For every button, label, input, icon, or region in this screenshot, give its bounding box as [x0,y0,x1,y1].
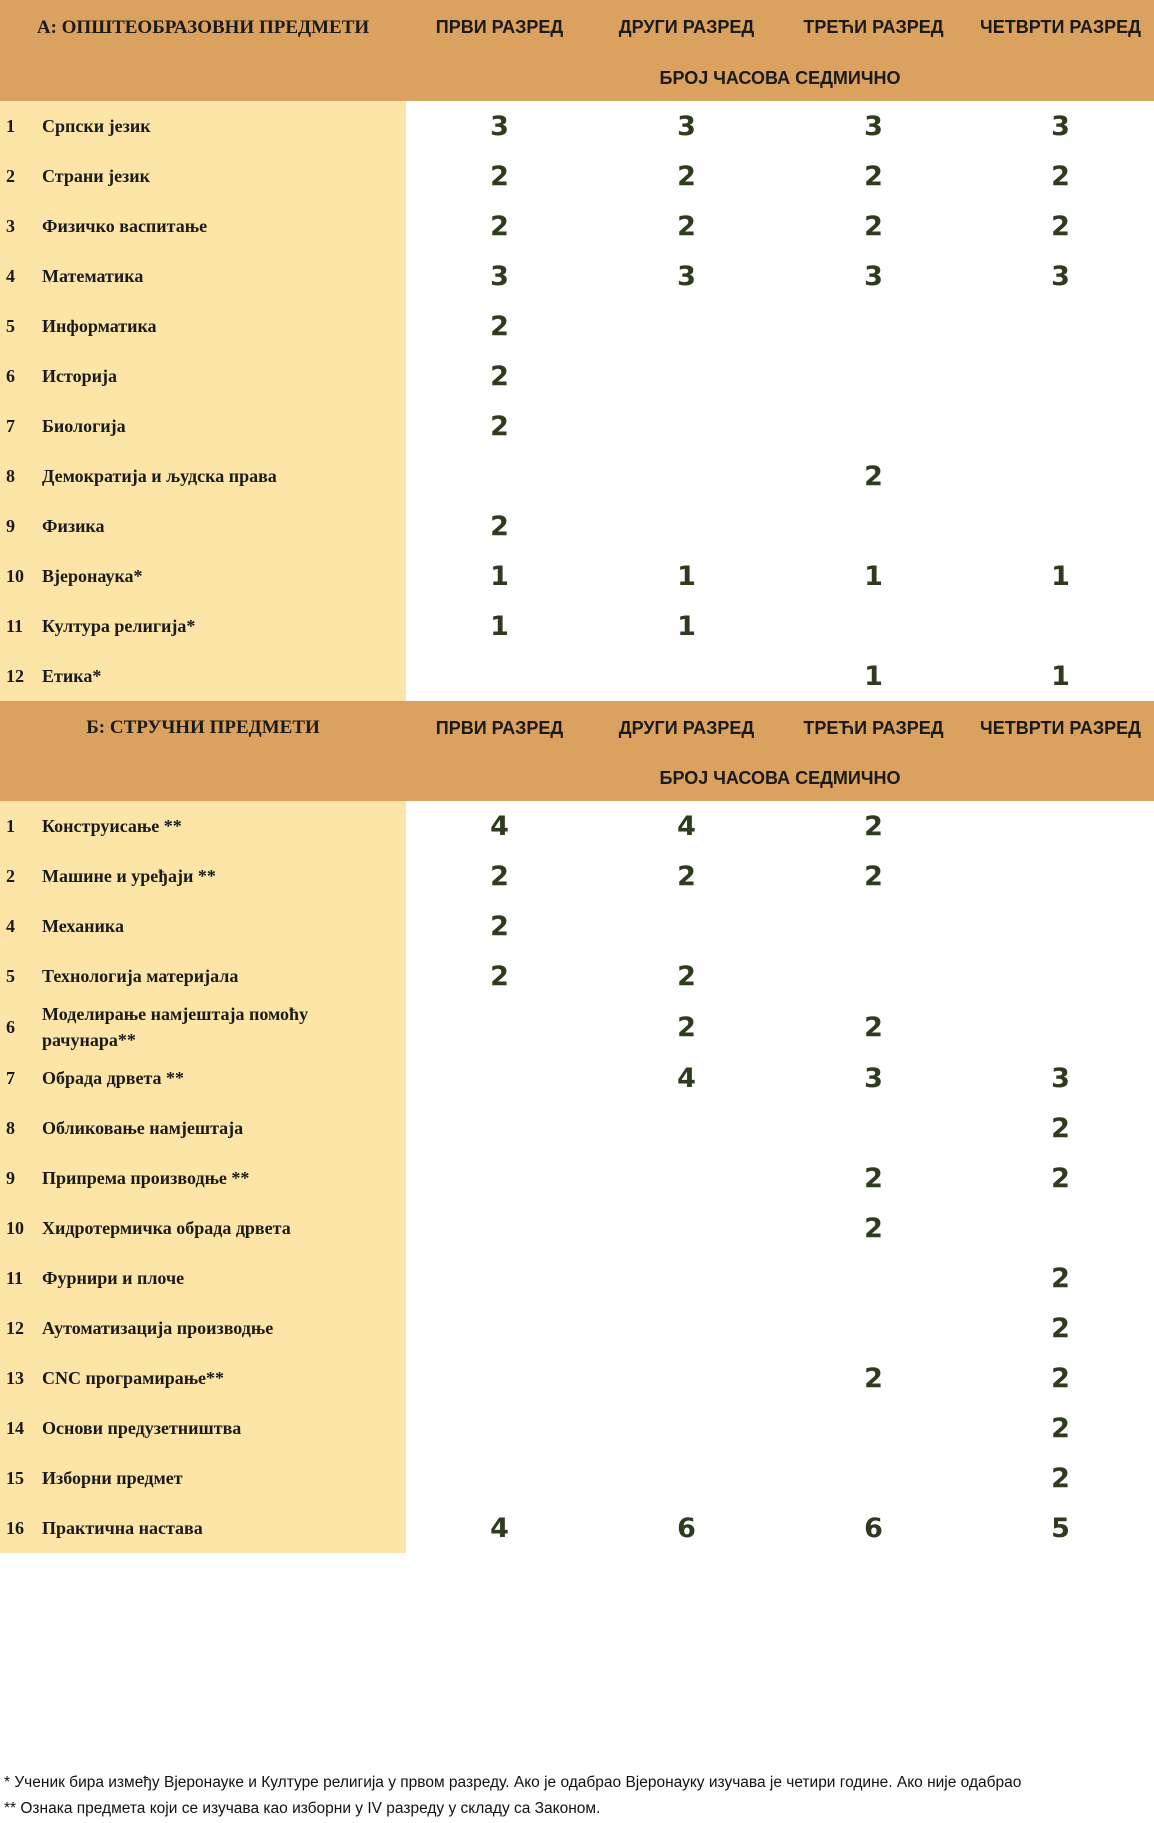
subject-number: 10 [6,1217,24,1238]
vocational-subjects-header-row [0,701,1154,755]
header-spacer [0,55,406,101]
hours-year-1 [406,1303,593,1353]
subject-row [0,201,1154,251]
subject-cell [0,1403,406,1453]
hours-year-3: 2 [780,851,967,901]
hours-year-2 [593,1103,780,1153]
hours-year-1 [406,1153,593,1203]
subject-row [0,1001,1154,1053]
subject-label [0,563,406,589]
subject-label [0,1415,406,1441]
subject-label [0,1165,406,1191]
hours-year-3: 1 [780,551,967,601]
hours-year-2 [593,401,780,451]
hours-year-3 [780,951,967,1001]
hours-year-4: 2 [967,151,1154,201]
subject-label [0,1315,406,1341]
hours-year-2: 1 [593,601,780,651]
hours-year-2: 4 [593,801,780,851]
subject-cell [0,451,406,501]
subject-row [0,451,1154,501]
subject-row [0,1053,1154,1103]
subject-cell [0,301,406,351]
hours-year-1: 2 [406,501,593,551]
hours-year-1 [406,1453,593,1503]
subject-cell [0,1153,406,1203]
subject-row [0,1303,1154,1353]
hours-year-4 [967,501,1154,551]
hours-year-3: 2 [780,801,967,851]
hours-year-4: 3 [967,251,1154,301]
hours-year-4 [967,851,1154,901]
year-3-header: ТРЕЋИ РАЗРЕД [780,701,967,755]
subject-label [0,663,406,689]
hours-year-4: 2 [967,1103,1154,1153]
hours-year-4: 2 [967,1303,1154,1353]
hours-year-4 [967,801,1154,851]
hours-year-3 [780,501,967,551]
vocational-subjects-subheader-row [0,755,1154,801]
hours-year-2: 4 [593,1053,780,1103]
subject-number: 1 [6,115,15,136]
hours-year-1: 2 [406,151,593,201]
subject-row [0,651,1154,701]
hours-year-3 [780,1103,967,1153]
subject-number: 15 [6,1467,24,1488]
subject-name: Обликовање намјештаја [42,1118,244,1138]
vocational-subjects-title: Б: СТРУЧНИ ПРЕДМЕТИ [0,701,406,755]
subject-label [0,513,406,539]
subject-name: Хидротермичка обрада дрвета [42,1218,291,1238]
subject-number: 1 [6,815,15,836]
subject-row [0,1353,1154,1403]
subject-row [0,851,1154,901]
hours-year-2 [593,1303,780,1353]
hours-year-4 [967,1203,1154,1253]
hours-year-4: 2 [967,1453,1154,1503]
general-subjects-subheader-row [0,55,1154,101]
subject-cell [0,551,406,601]
hours-year-4: 2 [967,1253,1154,1303]
subject-name: Демократија и људска права [42,466,277,486]
hours-year-2: 2 [593,201,780,251]
subject-cell [0,901,406,951]
hours-year-3 [780,1303,967,1353]
subject-label [0,163,406,189]
subject-number: 8 [6,1117,15,1138]
hours-year-4 [967,951,1154,1001]
subject-label [0,1065,406,1091]
subject-row [0,551,1154,601]
year-1-header: ПРВИ РАЗРЕД [406,0,593,55]
hours-year-4: 2 [967,1353,1154,1403]
subject-name: Обрада дрвета ** [42,1068,185,1088]
hours-year-1: 1 [406,601,593,651]
hours-year-3: 2 [780,151,967,201]
subject-number: 2 [6,165,15,186]
hours-year-3 [780,601,967,651]
hours-year-4 [967,451,1154,501]
subject-cell [0,1203,406,1253]
subject-number: 14 [6,1417,24,1438]
hours-year-1: 2 [406,901,593,951]
vocational-subjects-rows [0,801,1154,1553]
hours-year-3: 3 [780,1053,967,1103]
hours-year-4 [967,401,1154,451]
subject-number: 9 [6,1167,15,1188]
hours-year-4: 2 [967,1153,1154,1203]
subject-number: 8 [6,465,15,486]
subject-number: 11 [6,615,24,636]
year-2-header: ДРУГИ РАЗРЕД [593,701,780,755]
subject-cell [0,1053,406,1103]
subject-number: 6 [6,1016,15,1037]
subject-row [0,301,1154,351]
hours-year-3: 3 [780,101,967,151]
subject-cell [0,951,406,1001]
subject-number: 2 [6,865,15,886]
hours-year-4: 2 [967,1403,1154,1453]
year-1-header: ПРВИ РАЗРЕД [406,701,593,755]
hours-year-4 [967,901,1154,951]
subject-row [0,1103,1154,1153]
hours-year-2: 3 [593,101,780,151]
subject-cell [0,201,406,251]
general-subjects-header-row [0,0,1154,55]
subject-number: 13 [6,1367,24,1388]
hours-year-1: 2 [406,351,593,401]
hours-year-3 [780,1253,967,1303]
hours-year-4: 2 [967,201,1154,251]
hours-year-2: 6 [593,1503,780,1553]
hours-year-1 [406,1403,593,1453]
subject-row [0,501,1154,551]
subject-label [0,1465,406,1491]
subject-row [0,101,1154,151]
subject-cell [0,501,406,551]
subject-cell [0,1303,406,1353]
hours-year-4 [967,1001,1154,1053]
subject-cell [0,1253,406,1303]
subject-label [0,813,406,839]
hours-year-1: 1 [406,551,593,601]
subject-label [0,213,406,239]
hours-year-4: 5 [967,1503,1154,1553]
subject-name: Технологија материјала [42,966,239,986]
subject-number: 6 [6,365,15,386]
subject-number: 7 [6,1067,15,1088]
hours-year-2 [593,501,780,551]
subject-number: 5 [6,965,15,986]
weekly-hours-label: БРОЈ ЧАСОВА СЕДМИЧНО [406,755,1154,801]
hours-year-1: 4 [406,1503,593,1553]
subject-name: Физика [42,516,105,536]
subject-number: 12 [6,1317,24,1338]
subject-row [0,1203,1154,1253]
subject-number: 9 [6,515,15,536]
subject-cell [0,401,406,451]
hours-year-1 [406,451,593,501]
subject-label [0,863,406,889]
subject-number: 3 [6,215,15,236]
subject-label [0,313,406,339]
weekly-hours-label: БРОЈ ЧАСОВА СЕДМИЧНО [406,55,1154,101]
subject-cell [0,651,406,701]
subject-row [0,251,1154,301]
subject-cell [0,601,406,651]
hours-year-3: 2 [780,201,967,251]
subject-label [0,963,406,989]
hours-year-1 [406,1353,593,1403]
subject-name: Страни језик [42,166,151,186]
hours-year-2: 2 [593,151,780,201]
hours-year-4 [967,351,1154,401]
hours-year-2: 2 [593,951,780,1001]
hours-year-1: 3 [406,101,593,151]
subject-row [0,151,1154,201]
hours-year-3: 1 [780,651,967,701]
vocational-subjects-table [0,701,1154,1553]
subject-label [0,363,406,389]
hours-year-3 [780,301,967,351]
subject-name: Изборни предмет [42,1468,183,1488]
subject-label [0,613,406,639]
subject-row [0,951,1154,1001]
subject-number: 4 [6,915,15,936]
subject-name: Машине и уређаји ** [42,866,216,886]
hours-year-1 [406,1053,593,1103]
subject-name: Српски језик [42,116,151,136]
hours-year-1: 3 [406,251,593,301]
subject-name: Физичко васпитање [42,216,208,236]
subject-cell [0,851,406,901]
subject-name: Моделирање намјештаја помоћу рачунара** [42,1004,309,1050]
subject-label [0,263,406,289]
subject-row [0,1253,1154,1303]
subject-label [0,413,406,439]
subject-name: Механика [42,916,124,936]
hours-year-2 [593,1353,780,1403]
hours-year-3 [780,401,967,451]
hours-year-4 [967,301,1154,351]
hours-year-1 [406,651,593,701]
subject-label [0,1515,406,1541]
year-3-header: ТРЕЋИ РАЗРЕД [780,0,967,55]
subject-number: 16 [6,1517,24,1538]
subject-row [0,1453,1154,1503]
subject-cell [0,1103,406,1153]
hours-year-1 [406,1203,593,1253]
subject-name: Математика [42,266,144,286]
subject-cell [0,1001,406,1053]
subject-label [0,1365,406,1391]
subject-cell [0,801,406,851]
subject-cell [0,1503,406,1553]
subject-name: Култура религија* [42,616,196,636]
subject-label [0,1215,406,1241]
hours-year-3 [780,351,967,401]
subject-cell [0,1453,406,1503]
hours-year-3 [780,901,967,951]
subject-name: Историја [42,366,117,386]
subject-name: Припрема производње ** [42,1168,250,1188]
subject-row [0,1403,1154,1453]
hours-year-2 [593,1403,780,1453]
subject-name: Биологија [42,416,126,436]
hours-year-4: 1 [967,651,1154,701]
subject-cell [0,1353,406,1403]
subject-number: 7 [6,415,15,436]
subject-name: CNC програмирање** [42,1368,225,1388]
hours-year-1 [406,1001,593,1053]
general-subjects-rows [0,101,1154,701]
hours-year-2: 3 [593,251,780,301]
subject-label [0,1115,406,1141]
subject-number: 5 [6,315,15,336]
subject-label [0,913,406,939]
subject-name: Практична настава [42,1518,203,1538]
subject-cell [0,101,406,151]
subject-cell [0,251,406,301]
year-4-header: ЧЕТВРТИ РАЗРЕД [967,701,1154,755]
subject-cell [0,351,406,401]
subject-name: Вјеронаука* [42,566,143,586]
hours-year-1: 2 [406,401,593,451]
subject-row [0,401,1154,451]
subject-number: 4 [6,265,15,286]
hours-year-2 [593,1453,780,1503]
hours-year-1: 2 [406,201,593,251]
subject-row [0,601,1154,651]
hours-year-1: 4 [406,801,593,851]
hours-year-2: 2 [593,1001,780,1053]
hours-year-4: 3 [967,101,1154,151]
subject-name: Информатика [42,316,157,336]
hours-year-3 [780,1403,967,1453]
general-subjects-title: А: ОПШТЕОБРАЗОВНИ ПРЕДМЕТИ [0,0,406,55]
hours-year-1 [406,1253,593,1303]
hours-year-2 [593,901,780,951]
hours-year-3: 2 [780,451,967,501]
subject-name: Конструисање ** [42,816,182,836]
subject-name: Основи предузетништва [42,1418,242,1438]
hours-year-2 [593,651,780,701]
hours-year-2 [593,301,780,351]
subject-number: 10 [6,565,24,586]
subject-row [0,1503,1154,1553]
footnote-elective: ** Ознака предмета који се изучава као изборни у IV разреду у складу са Законом. [4,1800,601,1817]
subject-label [0,113,406,139]
hours-year-3: 2 [780,1203,967,1253]
general-subjects-table [0,0,1154,701]
hours-year-2 [593,351,780,401]
subject-name: Етика* [42,666,102,686]
subject-number: 11 [6,1267,24,1288]
hours-year-2: 2 [593,851,780,901]
year-4-header: ЧЕТВРТИ РАЗРЕД [967,0,1154,55]
hours-year-4 [967,601,1154,651]
subject-cell [0,151,406,201]
hours-year-3: 2 [780,1353,967,1403]
hours-year-3: 2 [780,1001,967,1053]
subject-row [0,901,1154,951]
hours-year-4: 3 [967,1053,1154,1103]
hours-year-2 [593,1203,780,1253]
subject-label [0,1265,406,1291]
hours-year-3: 3 [780,251,967,301]
hours-year-2 [593,1253,780,1303]
hours-year-3: 6 [780,1503,967,1553]
hours-year-1 [406,1103,593,1153]
hours-year-1: 2 [406,951,593,1001]
subject-row [0,1153,1154,1203]
subject-row [0,351,1154,401]
hours-year-1: 2 [406,301,593,351]
subject-name: Аутоматизација производње [42,1318,274,1338]
subject-row [0,801,1154,851]
hours-year-4: 1 [967,551,1154,601]
subject-name: Фурнири и плоче [42,1268,185,1288]
hours-year-2 [593,1153,780,1203]
hours-year-2 [593,451,780,501]
subject-label [0,463,406,489]
subject-label [0,1001,406,1053]
subject-number: 12 [6,665,24,686]
year-2-header: ДРУГИ РАЗРЕД [593,0,780,55]
hours-year-3 [780,1453,967,1503]
header-spacer [0,755,406,801]
hours-year-3: 2 [780,1153,967,1203]
hours-year-1: 2 [406,851,593,901]
footnote-religion: * Ученик бира између Вјеронауке и Културе религија у првом разреду. Ако је одабрао Вјеронауку изучава је четири године. Ако није одабрао [4,1774,1022,1791]
hours-year-2: 1 [593,551,780,601]
footnotes [0,1770,1154,1822]
